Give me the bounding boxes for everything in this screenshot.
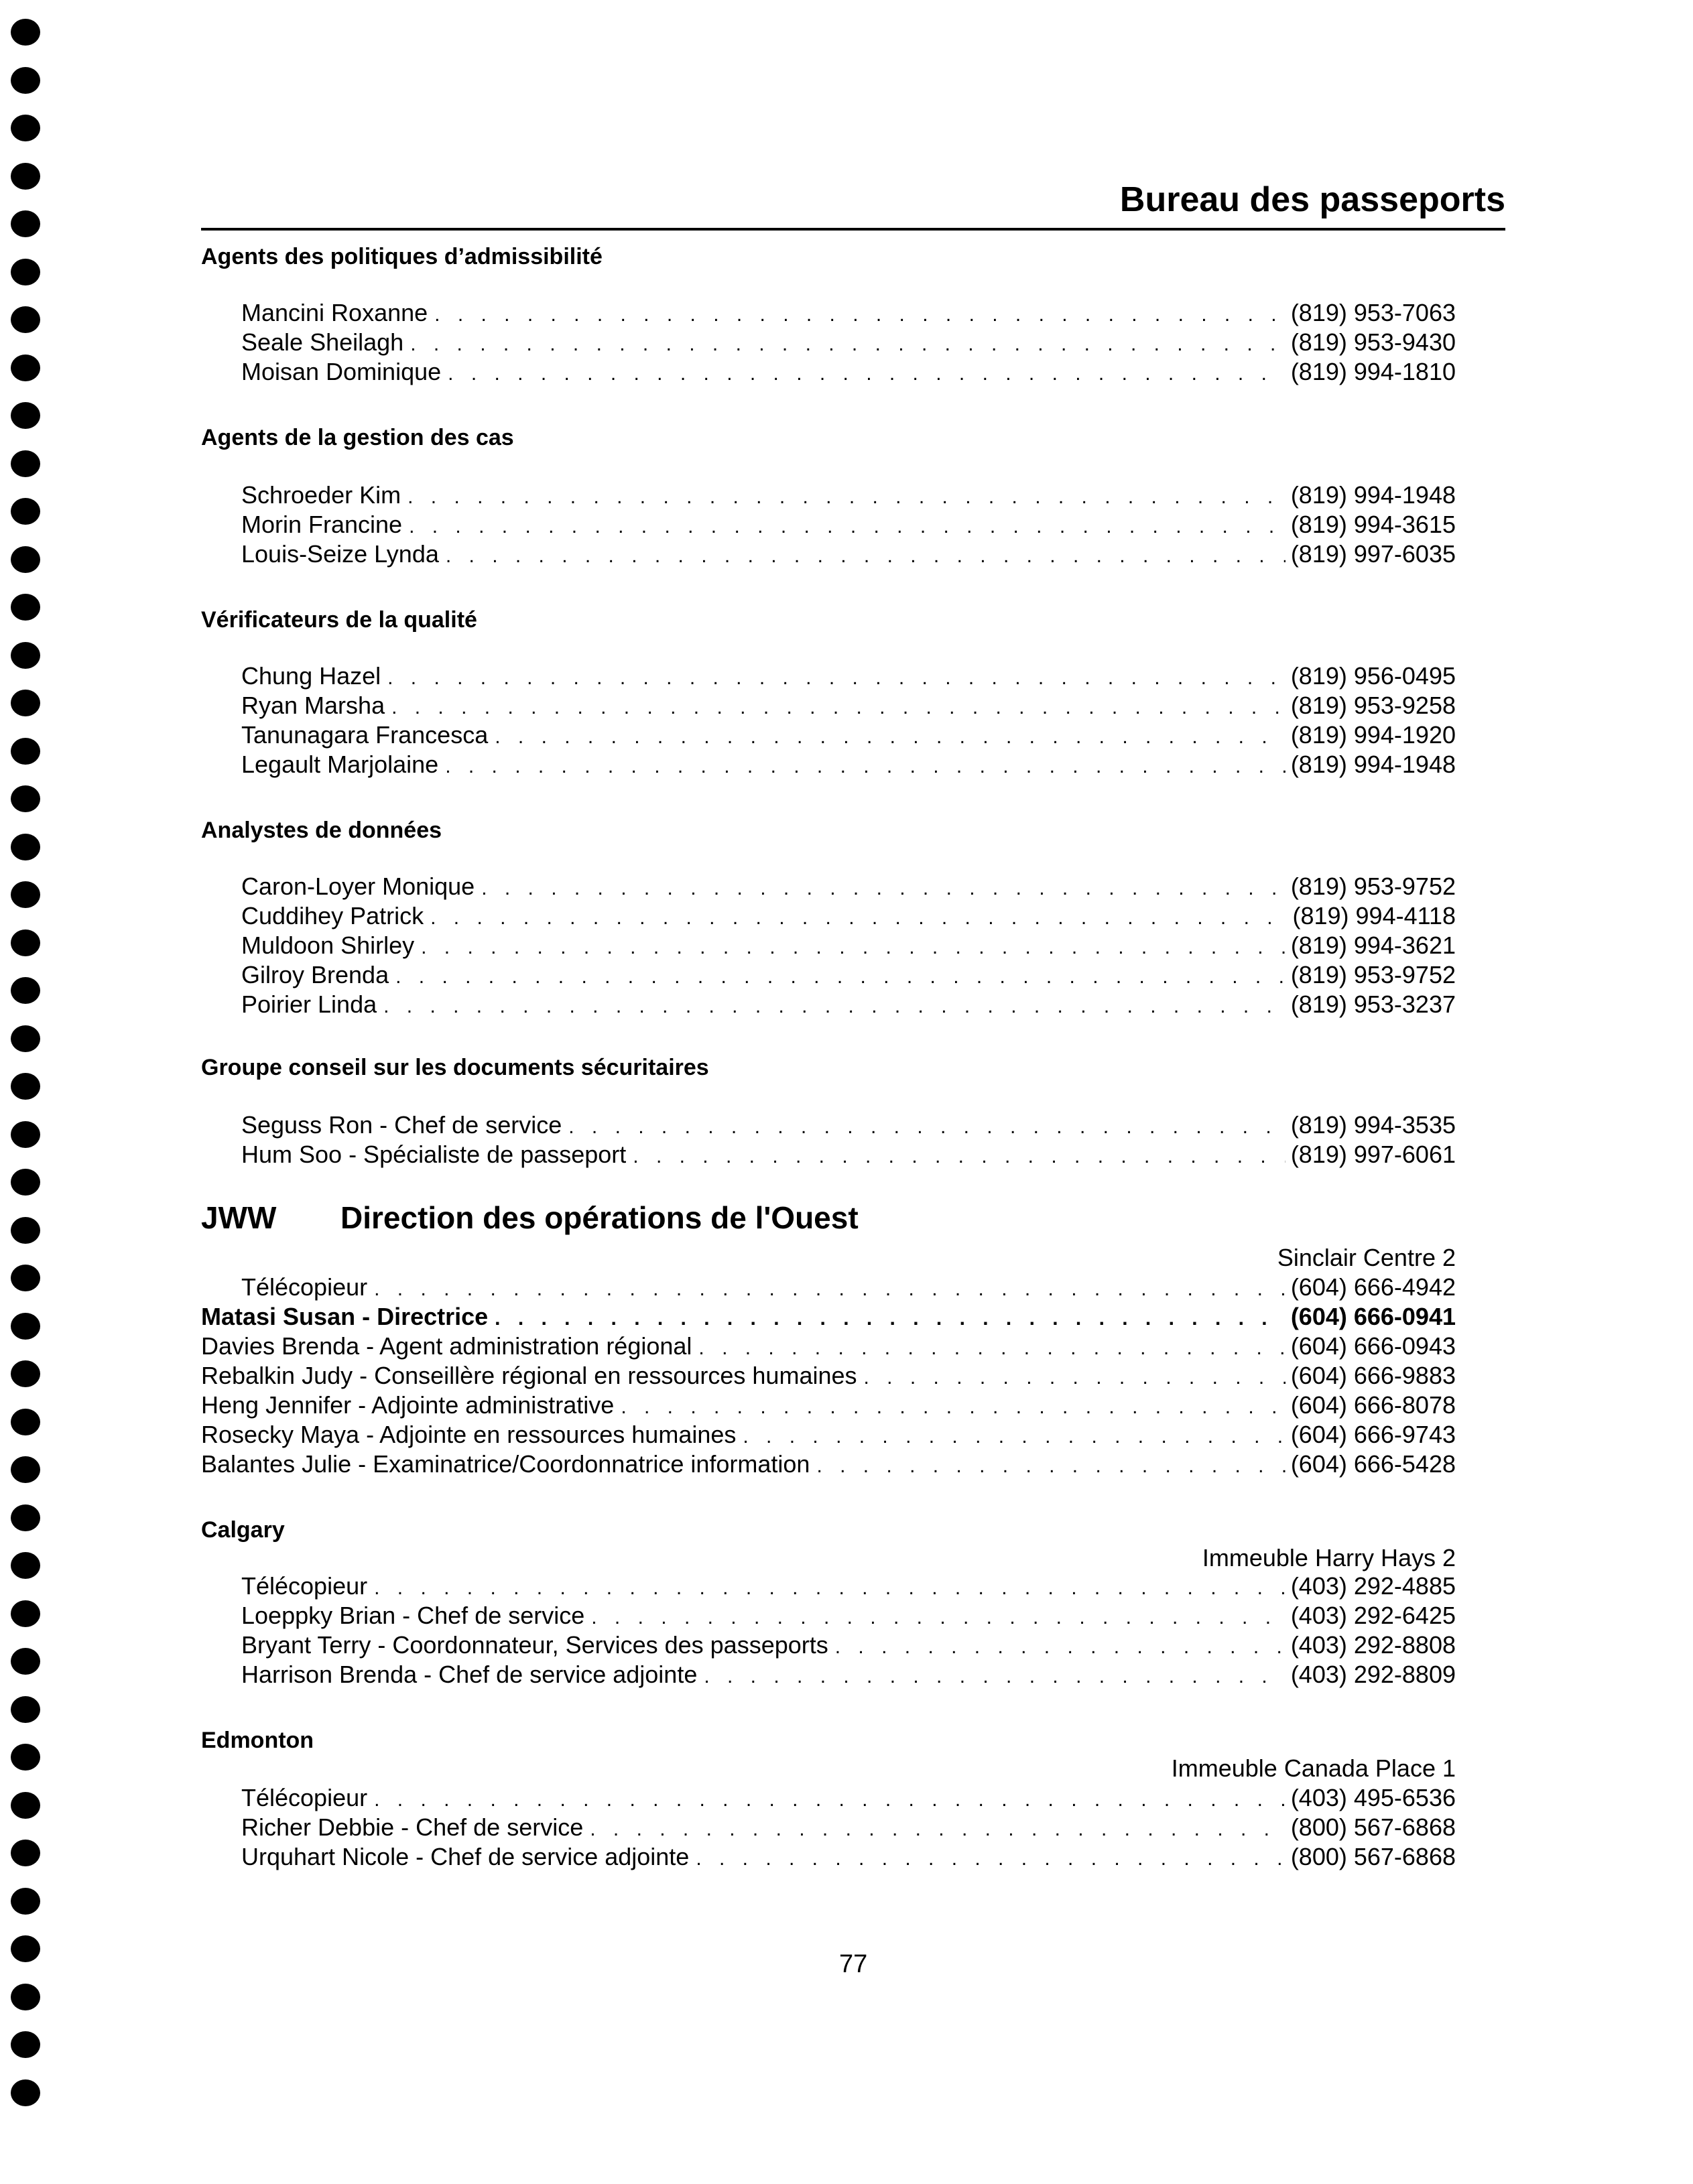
entry-phone: (403) 292-6425	[1290, 1602, 1456, 1629]
binding-hole	[11, 115, 40, 141]
binding-hole	[11, 546, 40, 573]
directory-entry	[241, 902, 1456, 932]
dot-leader	[387, 667, 1286, 690]
entry-phone: (604) 666-0943	[1290, 1332, 1456, 1360]
binding-hole	[11, 163, 40, 190]
directory-entry	[241, 932, 1456, 961]
entry-name: Caron-Loyer Monique	[241, 873, 475, 900]
binding-hole	[11, 1552, 40, 1579]
directory-entry	[201, 1362, 1456, 1391]
dot-leader	[391, 696, 1286, 719]
entry-name: Loeppky Brian - Chef de service	[241, 1602, 585, 1629]
entry-phone: (800) 567-6868	[1290, 1843, 1456, 1870]
office-location: Immeuble Harry Hays 2	[1202, 1544, 1456, 1571]
entry-name: Muldoon Shirley	[241, 932, 415, 959]
entry-phone: (604) 666-9743	[1290, 1421, 1456, 1448]
binding-hole	[11, 738, 40, 765]
binding-hole	[11, 1121, 40, 1148]
binding-hole	[11, 1696, 40, 1723]
entry-phone: (819) 994-1920	[1290, 721, 1456, 749]
entry-phone: (819) 994-1810	[1290, 358, 1456, 385]
binding-hole	[11, 1409, 40, 1435]
dot-leader	[568, 1116, 1286, 1139]
entry-name: Richer Debbie - Chef de service	[241, 1813, 584, 1841]
directory-entry	[241, 692, 1456, 721]
page-title: Bureau des passeports	[1119, 180, 1505, 219]
entry-name: Harrison Brenda - Chef de service adjointe	[241, 1661, 698, 1688]
page-header	[201, 180, 1505, 231]
entry-phone: (403) 292-4885	[1290, 1572, 1456, 1600]
directory-entry	[241, 662, 1456, 692]
directory-entry	[241, 540, 1456, 570]
entry-phone: (819) 953-9752	[1290, 961, 1456, 988]
binding-holes	[11, 19, 48, 2127]
directory-entry	[241, 961, 1456, 990]
directory-entry	[241, 328, 1456, 358]
entry-name: Balantes Julie - Examinatrice/Coordonnatrice information	[201, 1450, 810, 1478]
directory-entry	[241, 1273, 1456, 1303]
dot-leader	[395, 966, 1286, 988]
entry-phone: (819) 994-3615	[1290, 511, 1456, 538]
directory-entry	[201, 1421, 1456, 1450]
entry-phone: (800) 567-6868	[1290, 1813, 1456, 1841]
dot-leader	[835, 1636, 1286, 1659]
section-title: Agents de la gestion des cas	[201, 425, 514, 450]
dot-leader	[434, 304, 1286, 326]
dot-leader	[633, 1145, 1286, 1168]
division-heading	[201, 1200, 859, 1236]
entry-name: Seale Sheilagh	[241, 328, 404, 356]
dot-leader	[410, 333, 1286, 356]
dot-leader	[409, 515, 1286, 538]
binding-hole	[11, 1600, 40, 1627]
binding-hole	[11, 1265, 40, 1291]
dot-leader	[374, 1789, 1286, 1811]
entry-phone: (819) 997-6061	[1290, 1141, 1456, 1168]
binding-hole	[11, 977, 40, 1004]
entry-name: Schroeder Kim	[241, 481, 401, 509]
entry-name: Poirier Linda	[241, 990, 377, 1018]
entry-name: Cuddihey Patrick	[241, 902, 424, 929]
entry-name: Télécopieur	[241, 1572, 368, 1600]
directory-entry	[241, 481, 1456, 511]
dot-leader	[421, 936, 1286, 959]
entry-name: Urquhart Nicole - Chef de service adjointe	[241, 1843, 690, 1870]
entry-phone: (403) 292-8808	[1290, 1631, 1456, 1659]
dot-leader	[495, 726, 1286, 749]
entry-phone: (819) 953-3237	[1290, 990, 1456, 1018]
entry-phone: (819) 997-6035	[1290, 540, 1456, 568]
entry-name: Bryant Terry - Coordonnateur, Services des passeports	[241, 1631, 828, 1659]
dot-leader	[698, 1337, 1285, 1360]
directory-entry	[241, 990, 1456, 1020]
directory-entry	[241, 1784, 1456, 1813]
dot-leader	[495, 1307, 1286, 1330]
entry-name: Tanunagara Francesca	[241, 721, 489, 749]
entry-name: Heng Jennifer - Adjointe administrative	[201, 1391, 615, 1419]
entry-phone: (819) 953-7063	[1290, 299, 1456, 326]
entry-phone: (604) 666-5428	[1290, 1450, 1456, 1478]
binding-hole	[11, 210, 40, 237]
entry-name: Moisan Dominique	[241, 358, 442, 385]
dot-leader	[696, 1848, 1285, 1870]
office-title: Calgary	[201, 1517, 285, 1543]
dot-leader	[704, 1665, 1285, 1688]
binding-hole	[11, 1935, 40, 1962]
directory-entry	[201, 1332, 1456, 1362]
binding-hole	[11, 1169, 40, 1196]
entry-name: Hum Soo - Spécialiste de passeport	[241, 1141, 627, 1168]
directory-entry	[241, 299, 1456, 328]
entry-name: Rebalkin Judy - Conseillère régional en ressources humaines	[201, 1362, 857, 1389]
entry-name: Chung Hazel	[241, 662, 381, 690]
binding-hole	[11, 67, 40, 94]
binding-hole	[11, 881, 40, 908]
binding-hole	[11, 355, 40, 381]
entry-phone: (819) 953-9258	[1290, 692, 1456, 719]
binding-hole	[11, 1840, 40, 1866]
dot-leader	[407, 486, 1286, 509]
directory-entry	[201, 1391, 1456, 1421]
entry-phone: (604) 666-9883	[1290, 1362, 1456, 1389]
entry-phone: (403) 495-6536	[1290, 1784, 1456, 1811]
binding-hole	[11, 1984, 40, 2010]
binding-hole	[11, 306, 40, 333]
section-title: Agents des politiques d’admissibilité	[201, 244, 603, 269]
entry-phone: (604) 666-0941	[1290, 1303, 1456, 1330]
binding-hole	[11, 929, 40, 956]
binding-hole	[11, 1073, 40, 1100]
dot-leader	[481, 877, 1286, 900]
directory-entry	[241, 1141, 1456, 1170]
directory-entry	[241, 1572, 1456, 1602]
entry-name: Legault Marjolaine	[241, 751, 439, 778]
binding-hole	[11, 19, 40, 46]
binding-hole	[11, 594, 40, 621]
entry-phone: (604) 666-8078	[1290, 1391, 1456, 1419]
dot-leader	[816, 1455, 1285, 1478]
directory-entry	[201, 1450, 1456, 1480]
directory-entry	[241, 1602, 1456, 1631]
binding-hole	[11, 1025, 40, 1052]
dot-leader	[430, 907, 1287, 929]
entry-name: Ryan Marsha	[241, 692, 385, 719]
section-title: Groupe conseil sur les documents sécuritaires	[201, 1055, 709, 1080]
entry-phone: (819) 953-9752	[1290, 873, 1456, 900]
directory-entry	[241, 1111, 1456, 1141]
dot-leader	[374, 1278, 1286, 1301]
binding-hole	[11, 498, 40, 525]
dot-leader	[591, 1606, 1286, 1629]
binding-hole	[11, 642, 40, 669]
page-number: 77	[839, 1950, 868, 1978]
dot-leader	[743, 1425, 1285, 1448]
dot-leader	[374, 1577, 1286, 1600]
office-location: Immeuble Canada Place 1	[1171, 1754, 1456, 1782]
directory-entry	[201, 1303, 1456, 1332]
binding-hole	[11, 1313, 40, 1340]
binding-hole	[11, 1217, 40, 1244]
dot-leader	[864, 1366, 1286, 1389]
directory-entry	[241, 751, 1456, 780]
entry-name: Rosecky Maya - Adjointe en ressources humaines	[201, 1421, 737, 1448]
section-title: Vérificateurs de la qualité	[201, 607, 477, 633]
binding-hole	[11, 1504, 40, 1531]
dot-leader	[445, 755, 1286, 778]
directory-entry	[241, 358, 1456, 387]
entry-phone: (819) 994-1948	[1290, 751, 1456, 778]
entry-phone: (819) 956-0495	[1290, 662, 1456, 690]
directory-entry	[241, 1661, 1456, 1690]
binding-hole	[11, 1360, 40, 1387]
entry-phone: (819) 994-3621	[1290, 932, 1456, 959]
entry-name: Mancini Roxanne	[241, 299, 428, 326]
binding-hole	[11, 2079, 40, 2106]
entry-name: Morin Francine	[241, 511, 403, 538]
binding-hole	[11, 690, 40, 716]
entry-phone: (819) 994-3535	[1290, 1111, 1456, 1139]
entry-name: Gilroy Brenda	[241, 961, 389, 988]
binding-hole	[11, 259, 40, 285]
binding-hole	[11, 1888, 40, 1915]
office-title: Edmonton	[201, 1728, 314, 1753]
division-title: Direction des opérations de l'Ouest	[340, 1200, 859, 1235]
directory-entry	[241, 1631, 1456, 1661]
binding-hole	[11, 2031, 40, 2058]
directory-entry	[241, 873, 1456, 902]
entry-name: Louis-Seize Lynda	[241, 540, 439, 568]
binding-hole	[11, 785, 40, 812]
entry-phone: (604) 666-4942	[1290, 1273, 1456, 1301]
directory-entry	[241, 721, 1456, 751]
dot-leader	[383, 995, 1286, 1018]
directory-entry	[241, 511, 1456, 540]
binding-hole	[11, 1456, 40, 1483]
division-code: JWW	[201, 1200, 277, 1235]
binding-hole	[11, 450, 40, 477]
dot-leader	[590, 1818, 1286, 1841]
office-location: Sinclair Centre 2	[1277, 1244, 1456, 1271]
entry-phone: (403) 292-8809	[1290, 1661, 1456, 1688]
dot-leader	[448, 363, 1286, 385]
binding-hole	[11, 1648, 40, 1675]
binding-hole	[11, 834, 40, 860]
binding-hole	[11, 402, 40, 429]
entry-name: Matasi Susan - Directrice	[201, 1303, 489, 1330]
entry-name: Seguss Ron - Chef de service	[241, 1111, 562, 1139]
directory-entry	[241, 1843, 1456, 1872]
entry-phone: (819) 994-4118	[1292, 902, 1456, 929]
entry-phone: (819) 994-1948	[1290, 481, 1456, 509]
section-title: Analystes de données	[201, 818, 442, 843]
binding-hole	[11, 1744, 40, 1771]
entry-phone: (819) 953-9430	[1290, 328, 1456, 356]
entry-name: Télécopieur	[241, 1273, 368, 1301]
binding-hole	[11, 1792, 40, 1819]
directory-entry	[241, 1813, 1456, 1843]
entry-name: Davies Brenda - Agent administration régional	[201, 1332, 692, 1360]
dot-leader	[446, 545, 1286, 568]
dot-leader	[621, 1396, 1285, 1419]
entry-name: Télécopieur	[241, 1784, 368, 1811]
